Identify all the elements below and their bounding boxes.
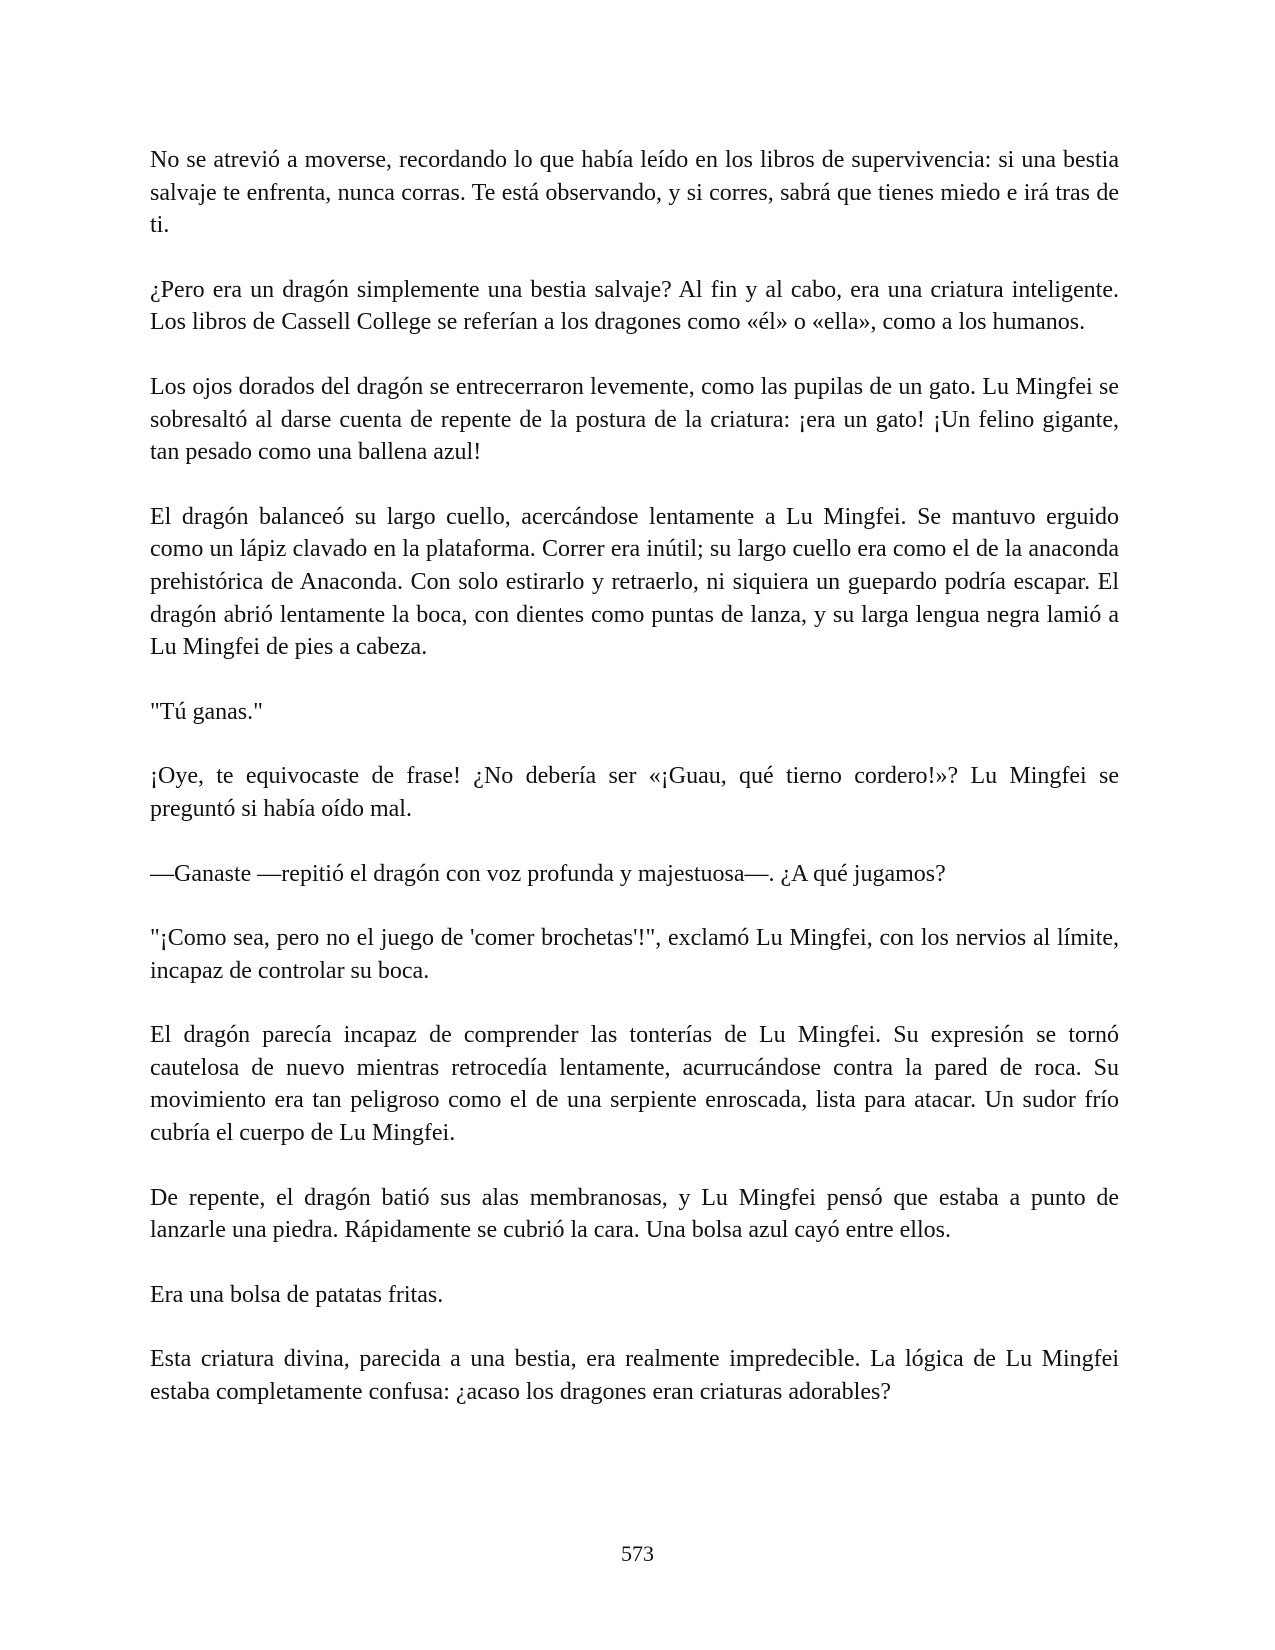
paragraph-12: Esta criatura divina, parecida a una bestia, era realmente impredecible. La lógica de Lu Mingfei estaba completamente confusa: ¿acaso los dragones eran criaturas adorables? (150, 1346, 1119, 1406)
paragraph-1: No se atrevió a moverse, recordando lo que había leído en los libros de supervivencia: si una bestia salvaje te enfrenta, nunca corras. Te está observando, y si corres, sabrá que tienes miedo e irá tras de ti. (150, 147, 1119, 239)
paragraph-9: El dragón parecía incapaz de comprender las tonterías de Lu Mingfei. Su expresión se tornó cautelosa de nuevo mientras retrocedía lentamente, acurrucándose contra la pared de roca. Su movimiento era tan peligroso como el de una serpiente enroscada, lista para atacar. Un sudor frío cubría el cuerpo de Lu Mingfei. (150, 1022, 1119, 1147)
paragraph-10: De repente, el dragón batió sus alas membranosas, y Lu Mingfei pensó que estaba a punto de lanzarle una piedra. Rápidamente se cubrió la cara. Una bolsa azul cayó entre ellos. (150, 1184, 1119, 1244)
paragraph-4: El dragón balanceó su largo cuello, acercándose lentamente a Lu Mingfei. Se mantuvo erguido como un lápiz clavado en la plataforma. Correr era inútil; su largo cuello era como el de la anaconda prehistórica de Anaconda. Con solo estirarlo y retraerlo, ni siquiera un guepardo podría escapar. El dragón abrió lentamente la boca, con dientes como puntas de lanza, y su larga lengua negra lamió a Lu Mingfei de pies a cabeza. (150, 503, 1119, 661)
paragraph-5: "Tú ganas." (150, 698, 263, 725)
page-body (150, 144, 1119, 1441)
paragraph-2: ¿Pero era un dragón simplemente una bestia salvaje? Al fin y al cabo, era una criatura inteligente. Los libros de Cassell College se referían a los dragones como «él» o «ella», como a los humanos. (150, 276, 1119, 336)
paragraph-7: —Ganaste —repitió el dragón con voz profunda y majestuosa—. ¿A qué jugamos? (150, 860, 946, 887)
paragraph-3: Los ojos dorados del dragón se entrecerraron levemente, como las pupilas de un gato. Lu Mingfei se sobresaltó al darse cuenta de repente de la postura de la criatura: ¡era un gato! ¡Un felino gigante, tan pesado como una ballena azul! (150, 373, 1119, 466)
paragraph-8: "¡Como sea, pero no el juego de 'comer brochetas'!", exclamó Lu Mingfei, con los nervios al límite, incapaz de controlar su boca. (150, 925, 1119, 984)
paragraph-11: Era una bolsa de patatas fritas. (150, 1281, 444, 1308)
paragraph-6: ¡Oye, te equivocaste de frase! ¿No debería ser «¡Guau, qué tierno cordero!»? Lu Mingfei se preguntó si había oído mal. (150, 763, 1119, 822)
page-number: 573 (621, 1541, 654, 1566)
